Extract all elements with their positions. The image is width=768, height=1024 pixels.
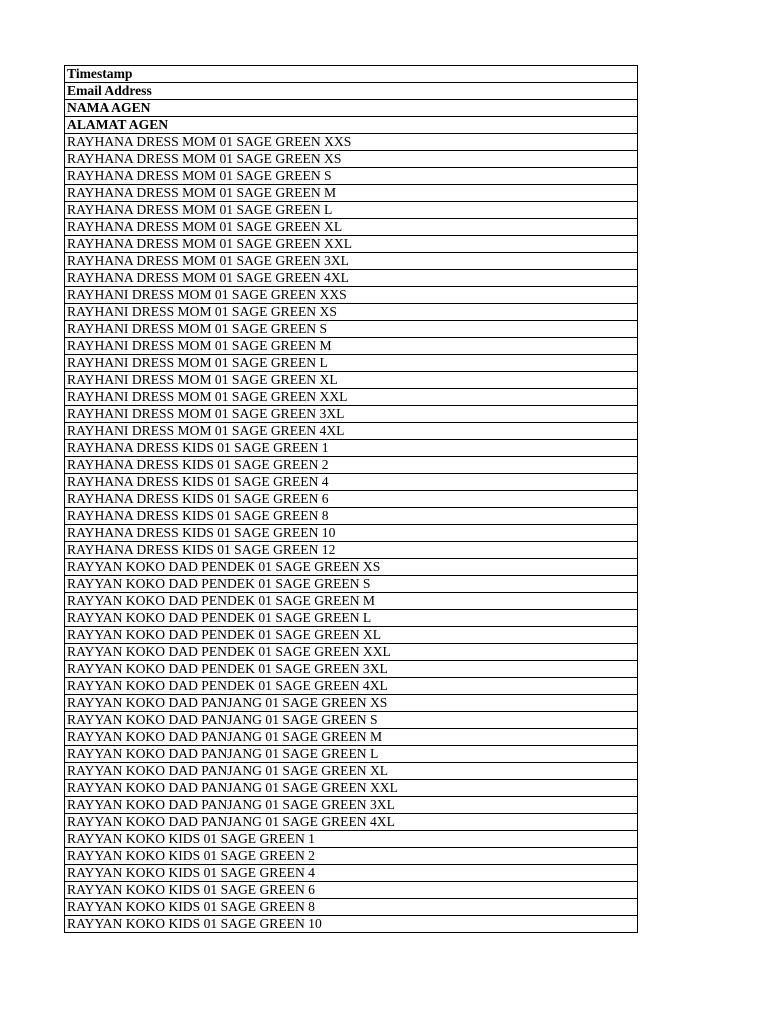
table-row (65, 202, 638, 219)
product-item-cell: RAYYAN KOKO DAD PENDEK 01 SAGE GREEN XL (65, 627, 638, 644)
product-item-cell: RAYYAN KOKO DAD PANJANG 01 SAGE GREEN XS (65, 695, 638, 712)
table-row (65, 899, 638, 916)
product-item-cell: RAYYAN KOKO KIDS 01 SAGE GREEN 6 (65, 882, 638, 899)
table-row (65, 185, 638, 202)
table-row (65, 423, 638, 440)
product-item-cell: RAYHANI DRESS MOM 01 SAGE GREEN XS (65, 304, 638, 321)
table-row (65, 406, 638, 423)
table-row (65, 270, 638, 287)
product-item-cell: RAYYAN KOKO DAD PANJANG 01 SAGE GREEN 3XL (65, 797, 638, 814)
table-row (65, 321, 638, 338)
table-row (65, 593, 638, 610)
product-item-cell: RAYHANA DRESS MOM 01 SAGE GREEN 3XL (65, 253, 638, 270)
product-item-cell: RAYYAN KOKO DAD PANJANG 01 SAGE GREEN S (65, 712, 638, 729)
product-item-cell: RAYHANA DRESS MOM 01 SAGE GREEN M (65, 185, 638, 202)
table-row (65, 457, 638, 474)
product-item-cell: RAYHANI DRESS MOM 01 SAGE GREEN XXL (65, 389, 638, 406)
product-item-cell: RAYHANA DRESS MOM 01 SAGE GREEN XS (65, 151, 638, 168)
table-row (65, 440, 638, 457)
product-item-cell: RAYYAN KOKO DAD PENDEK 01 SAGE GREEN S (65, 576, 638, 593)
product-item-cell: RAYHANI DRESS MOM 01 SAGE GREEN XXS (65, 287, 638, 304)
table-row (65, 814, 638, 831)
table-row (65, 508, 638, 525)
table-row (65, 746, 638, 763)
table-row (65, 729, 638, 746)
table-row (65, 780, 638, 797)
header-row (65, 83, 638, 100)
table-row (65, 474, 638, 491)
table-row (65, 644, 638, 661)
product-item-cell: RAYYAN KOKO DAD PENDEK 01 SAGE GREEN XXL (65, 644, 638, 661)
product-item-cell: RAYYAN KOKO KIDS 01 SAGE GREEN 4 (65, 865, 638, 882)
product-item-cell: RAYYAN KOKO DAD PENDEK 01 SAGE GREEN XS (65, 559, 638, 576)
form-fields-table (64, 65, 638, 933)
product-item-cell: RAYYAN KOKO KIDS 01 SAGE GREEN 10 (65, 916, 638, 933)
product-item-cell: RAYYAN KOKO DAD PENDEK 01 SAGE GREEN M (65, 593, 638, 610)
product-item-cell: RAYHANA DRESS MOM 01 SAGE GREEN L (65, 202, 638, 219)
table-row (65, 168, 638, 185)
table-row (65, 627, 638, 644)
table-row (65, 559, 638, 576)
table-row (65, 848, 638, 865)
product-item-cell: RAYHANA DRESS KIDS 01 SAGE GREEN 1 (65, 440, 638, 457)
table-row (65, 882, 638, 899)
table-row (65, 134, 638, 151)
table-row (65, 304, 638, 321)
table-row (65, 763, 638, 780)
table-row (65, 661, 638, 678)
product-item-cell: RAYYAN KOKO KIDS 01 SAGE GREEN 8 (65, 899, 638, 916)
table-row (65, 287, 638, 304)
product-item-cell: RAYHANI DRESS MOM 01 SAGE GREEN 4XL (65, 423, 638, 440)
header-row (65, 66, 638, 83)
product-item-cell: RAYHANI DRESS MOM 01 SAGE GREEN 3XL (65, 406, 638, 423)
product-item-cell: RAYHANI DRESS MOM 01 SAGE GREEN S (65, 321, 638, 338)
field-header-cell: ALAMAT AGEN (65, 117, 638, 134)
table-row (65, 491, 638, 508)
product-item-cell: RAYYAN KOKO DAD PANJANG 01 SAGE GREEN XL (65, 763, 638, 780)
table-row (65, 338, 638, 355)
product-item-cell: RAYYAN KOKO KIDS 01 SAGE GREEN 2 (65, 848, 638, 865)
product-item-cell: RAYHANA DRESS MOM 01 SAGE GREEN XXL (65, 236, 638, 253)
product-item-cell: RAYHANA DRESS KIDS 01 SAGE GREEN 10 (65, 525, 638, 542)
product-item-cell: RAYHANA DRESS MOM 01 SAGE GREEN S (65, 168, 638, 185)
table-row (65, 525, 638, 542)
table-row (65, 831, 638, 848)
table-row (65, 151, 638, 168)
product-item-cell: RAYHANA DRESS KIDS 01 SAGE GREEN 4 (65, 474, 638, 491)
field-header-cell: Email Address (65, 83, 638, 100)
table-row (65, 916, 638, 933)
product-item-cell: RAYYAN KOKO KIDS 01 SAGE GREEN 1 (65, 831, 638, 848)
table-row (65, 712, 638, 729)
product-item-cell: RAYHANA DRESS MOM 01 SAGE GREEN 4XL (65, 270, 638, 287)
product-item-cell: RAYHANI DRESS MOM 01 SAGE GREEN XL (65, 372, 638, 389)
product-item-cell: RAYHANA DRESS KIDS 01 SAGE GREEN 12 (65, 542, 638, 559)
header-row (65, 100, 638, 117)
table-row (65, 219, 638, 236)
header-row (65, 117, 638, 134)
table-row (65, 389, 638, 406)
table-row (65, 797, 638, 814)
product-item-cell: RAYYAN KOKO DAD PANJANG 01 SAGE GREEN XXL (65, 780, 638, 797)
table-row (65, 542, 638, 559)
product-item-cell: RAYYAN KOKO DAD PANJANG 01 SAGE GREEN L (65, 746, 638, 763)
table-body (65, 66, 638, 933)
table-row (65, 695, 638, 712)
product-item-cell: RAYYAN KOKO DAD PANJANG 01 SAGE GREEN M (65, 729, 638, 746)
table-row (65, 236, 638, 253)
product-item-cell: RAYYAN KOKO DAD PENDEK 01 SAGE GREEN 3XL (65, 661, 638, 678)
product-item-cell: RAYHANA DRESS MOM 01 SAGE GREEN XXS (65, 134, 638, 151)
table-row (65, 678, 638, 695)
product-item-cell: RAYHANA DRESS KIDS 01 SAGE GREEN 6 (65, 491, 638, 508)
product-item-cell: RAYYAN KOKO DAD PANJANG 01 SAGE GREEN 4XL (65, 814, 638, 831)
product-item-cell: RAYHANA DRESS KIDS 01 SAGE GREEN 2 (65, 457, 638, 474)
product-item-cell: RAYYAN KOKO DAD PENDEK 01 SAGE GREEN 4XL (65, 678, 638, 695)
table-row (65, 355, 638, 372)
product-item-cell: RAYHANA DRESS KIDS 01 SAGE GREEN 8 (65, 508, 638, 525)
field-header-cell: Timestamp (65, 66, 638, 83)
field-header-cell: NAMA AGEN (65, 100, 638, 117)
product-item-cell: RAYHANI DRESS MOM 01 SAGE GREEN L (65, 355, 638, 372)
product-item-cell: RAYHANI DRESS MOM 01 SAGE GREEN M (65, 338, 638, 355)
table-row (65, 865, 638, 882)
table-row (65, 253, 638, 270)
product-item-cell: RAYYAN KOKO DAD PENDEK 01 SAGE GREEN L (65, 610, 638, 627)
table-row (65, 372, 638, 389)
table-row (65, 576, 638, 593)
product-item-cell: RAYHANA DRESS MOM 01 SAGE GREEN XL (65, 219, 638, 236)
table-row (65, 610, 638, 627)
